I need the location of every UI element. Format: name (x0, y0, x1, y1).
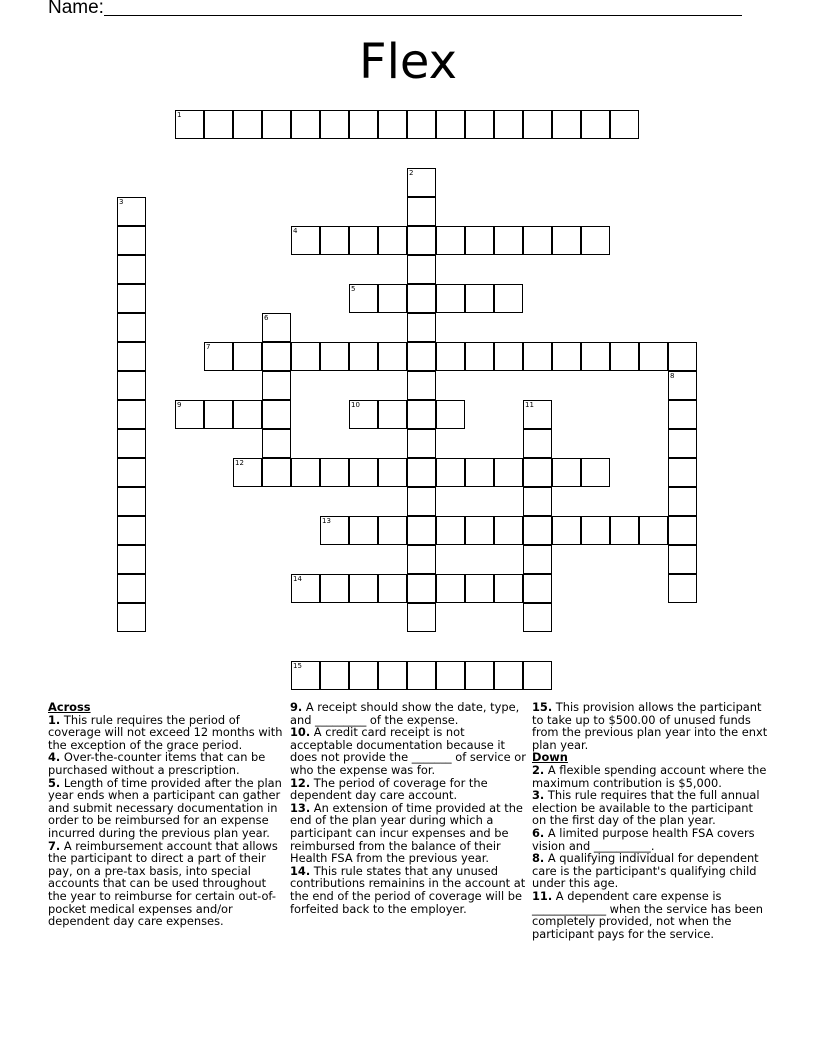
grid-cell[interactable] (668, 429, 697, 458)
grid-cell[interactable] (523, 574, 552, 603)
grid-cell[interactable] (436, 226, 465, 255)
grid-cell[interactable] (233, 400, 262, 429)
clue-number-8: 8 (670, 372, 675, 380)
grid-cell[interactable] (523, 516, 552, 545)
grid-cell[interactable] (668, 400, 697, 429)
grid-cell[interactable] (378, 342, 407, 371)
grid-cell[interactable] (668, 545, 697, 574)
grid-cell[interactable] (349, 661, 378, 690)
grid-cell[interactable] (465, 110, 494, 139)
grid-cell[interactable] (117, 226, 146, 255)
grid-cell[interactable] (407, 574, 436, 603)
grid-cell[interactable] (465, 516, 494, 545)
grid-cell[interactable] (581, 110, 610, 139)
grid-cell[interactable] (291, 110, 320, 139)
grid-cell[interactable] (378, 284, 407, 313)
grid-cell[interactable] (378, 458, 407, 487)
grid-cell[interactable] (523, 458, 552, 487)
name-label: Name: (48, 0, 104, 18)
clue-across-15: 15. This provision allows the participant to take up to $500.00 of unused funds from the previous plan year into the enxt plan year. (532, 700, 768, 752)
grid-cell[interactable] (552, 110, 581, 139)
grid-cell[interactable] (378, 110, 407, 139)
grid-cell[interactable] (233, 342, 262, 371)
grid-cell[interactable] (552, 226, 581, 255)
grid-cell[interactable] (407, 284, 436, 313)
grid-cell[interactable] (407, 661, 436, 690)
grid-cell[interactable] (262, 429, 291, 458)
clue-down-6: 6. A limited purpose health FSA covers vision and __________. (532, 825, 755, 853)
clue-down-8: 8. A qualifying individual for dependent care is the participant's qualifying child under this age. (532, 851, 759, 891)
grid-cell[interactable] (117, 255, 146, 284)
clue-number-2: 2 (409, 169, 414, 177)
clue-number-12: 12 (235, 459, 244, 467)
clue-across-10: 10. A credit card receipt is not acceptable documentation because it does not provide the _______ of service or who the expense was for. (290, 725, 526, 777)
grid-cell[interactable] (494, 226, 523, 255)
grid-cell[interactable] (320, 458, 349, 487)
clue-down-2: 2. A flexible spending account where the maximum contribution is $5,000. (532, 762, 767, 790)
grid-cell[interactable] (581, 226, 610, 255)
grid-cell[interactable] (407, 255, 436, 284)
grid-cell[interactable] (262, 110, 291, 139)
clue-number-1: 1 (177, 111, 182, 119)
clue-across-4: 4. Over-the-counter items that can be purchased without a prescription. (48, 750, 266, 777)
grid-cell[interactable] (436, 458, 465, 487)
grid-cell[interactable] (668, 574, 697, 603)
grid-cell[interactable] (494, 284, 523, 313)
grid-cell[interactable] (407, 545, 436, 574)
clue-column-1 (48, 701, 286, 928)
grid-cell[interactable] (581, 458, 610, 487)
grid-cell[interactable] (436, 284, 465, 313)
grid-cell[interactable] (436, 574, 465, 603)
grid-cell[interactable] (349, 516, 378, 545)
clue-number-5: 5 (351, 285, 356, 293)
grid-cell[interactable] (378, 661, 407, 690)
grid-cell[interactable] (639, 342, 668, 371)
grid-cell[interactable] (552, 342, 581, 371)
grid-cell[interactable] (523, 110, 552, 139)
grid-cell[interactable] (117, 545, 146, 574)
grid-cell[interactable] (465, 574, 494, 603)
grid-cell[interactable] (523, 487, 552, 516)
grid-cell[interactable] (668, 342, 697, 371)
clue-across-5: 5. Length of time provided after the plan year ends when a participant can gather and submit necessary documentation in order to be reimbursed for an expense incurred during the previous plan year. (48, 775, 282, 840)
grid-cell[interactable] (523, 661, 552, 690)
grid-cell[interactable] (117, 400, 146, 429)
clue-number-9: 9 (177, 401, 182, 409)
grid-cell[interactable] (436, 400, 465, 429)
grid-cell[interactable] (349, 226, 378, 255)
grid-cell[interactable] (378, 226, 407, 255)
puzzle-title: Flex (358, 34, 458, 90)
grid-cell[interactable] (436, 342, 465, 371)
down-header: Down (532, 750, 568, 765)
grid-cell[interactable] (523, 429, 552, 458)
grid-cell[interactable] (204, 110, 233, 139)
grid-cell[interactable] (668, 487, 697, 516)
grid-cell[interactable] (320, 661, 349, 690)
grid-cell[interactable] (639, 516, 668, 545)
grid-cell[interactable] (465, 661, 494, 690)
clue-number-14: 14 (293, 575, 302, 583)
across-header: Across (48, 700, 91, 714)
grid-cell[interactable] (552, 516, 581, 545)
clue-down-11: 11. A dependent care expense is _____________ when the service has been completely provided, not when the participant pays for the service. (532, 888, 763, 941)
grid-cell[interactable] (117, 516, 146, 545)
clue-across-7: 7. A reimbursement account that allows the participant to direct a part of their pay, on a pre-tax basis, into special accounts that can be used throughout the year to reimburse for certain out-of-pocket medical expenses and/or dependent day care expenses. (48, 838, 278, 929)
grid-cell[interactable] (668, 458, 697, 487)
grid-cell[interactable] (320, 574, 349, 603)
grid-cell[interactable] (407, 516, 436, 545)
grid-cell[interactable] (262, 458, 291, 487)
grid-cell[interactable] (262, 371, 291, 400)
grid-cell[interactable] (407, 197, 436, 226)
grid-cell[interactable] (262, 400, 291, 429)
grid-cell[interactable] (610, 110, 639, 139)
clue-number-6: 6 (264, 314, 269, 322)
grid-cell[interactable] (494, 110, 523, 139)
grid-cell[interactable] (494, 574, 523, 603)
grid-cell[interactable] (465, 458, 494, 487)
clue-number-10: 10 (351, 401, 360, 409)
clue-column-2 (290, 701, 528, 915)
clue-across-1: 1. This rule requires the period of coverage will not exceed 12 months with the exception of the grace period. (48, 712, 283, 752)
grid-cell[interactable] (378, 574, 407, 603)
grid-cell[interactable] (117, 371, 146, 400)
grid-cell[interactable] (523, 603, 552, 632)
grid-cell[interactable] (407, 226, 436, 255)
grid-cell[interactable] (349, 110, 378, 139)
clue-number-4: 4 (293, 227, 298, 235)
grid-cell[interactable] (117, 313, 146, 342)
grid-cell[interactable] (407, 342, 436, 371)
grid-cell[interactable] (117, 574, 146, 603)
grid-cell[interactable] (117, 603, 146, 632)
grid-cell[interactable] (204, 400, 233, 429)
grid-cell[interactable] (320, 226, 349, 255)
grid-cell[interactable] (407, 371, 436, 400)
grid-cell[interactable] (436, 661, 465, 690)
grid-cell[interactable] (465, 342, 494, 371)
clue-across-9: 9. A receipt should show the date, type, and _________ of the expense. (290, 700, 520, 727)
clue-number-11: 11 (525, 401, 534, 409)
clue-column-3 (532, 701, 770, 940)
grid-cell[interactable] (349, 458, 378, 487)
grid-cell[interactable] (668, 516, 697, 545)
clue-number-15: 15 (293, 662, 302, 670)
grid-cell[interactable] (291, 458, 320, 487)
grid-cell[interactable] (262, 342, 291, 371)
grid-cell[interactable] (523, 545, 552, 574)
grid-cell[interactable] (117, 458, 146, 487)
grid-cell[interactable] (378, 400, 407, 429)
grid-cell[interactable] (117, 429, 146, 458)
grid-cell[interactable] (552, 458, 581, 487)
grid-cell[interactable] (320, 342, 349, 371)
grid-cell[interactable] (465, 284, 494, 313)
grid-cell[interactable] (291, 342, 320, 371)
clue-number-7: 7 (206, 343, 211, 351)
grid-cell[interactable] (407, 487, 436, 516)
grid-cell[interactable] (465, 226, 494, 255)
grid-cell[interactable] (233, 110, 262, 139)
grid-cell[interactable] (349, 574, 378, 603)
clue-across-14: 14. This rule states that any unused contributions remainins in the account at the end of the period of coverage will be forfeited back to the employer. (290, 863, 526, 916)
grid-cell[interactable] (523, 226, 552, 255)
clue-number-3: 3 (119, 198, 124, 206)
clue-across-13: 13. An extension of time provided at the end of the plan year during which a participant can incur expenses and be reimbursed from the balance of their Health FSA from the previous year. (290, 800, 523, 866)
grid-cell[interactable] (494, 342, 523, 371)
grid-cell[interactable] (494, 661, 523, 690)
grid-cell[interactable] (407, 313, 436, 342)
grid-cell[interactable] (494, 458, 523, 487)
grid-cell[interactable] (407, 603, 436, 632)
grid-cell[interactable] (407, 110, 436, 139)
clue-down-3: 3. This rule requires that the full annual election be available to the participant on the first day of the plan year. (532, 788, 760, 828)
grid-cell[interactable] (494, 516, 523, 545)
grid-cell[interactable] (436, 110, 465, 139)
clue-across-12: 12. The period of coverage for the dependent day care account. (290, 775, 488, 803)
clue-number-13: 13 (322, 517, 331, 525)
grid-cell[interactable] (407, 400, 436, 429)
grid-cell[interactable] (523, 342, 552, 371)
grid-cell[interactable] (581, 516, 610, 545)
grid-cell[interactable] (117, 284, 146, 313)
grid-cell[interactable] (436, 516, 465, 545)
grid-cell[interactable] (407, 429, 436, 458)
grid-cell[interactable] (117, 342, 146, 371)
grid-cell[interactable] (349, 342, 378, 371)
grid-cell[interactable] (320, 110, 349, 139)
grid-cell[interactable] (610, 342, 639, 371)
grid-cell[interactable] (117, 487, 146, 516)
grid-cell[interactable] (610, 516, 639, 545)
grid-cell[interactable] (378, 516, 407, 545)
grid-cell[interactable] (581, 342, 610, 371)
grid-cell[interactable] (407, 458, 436, 487)
